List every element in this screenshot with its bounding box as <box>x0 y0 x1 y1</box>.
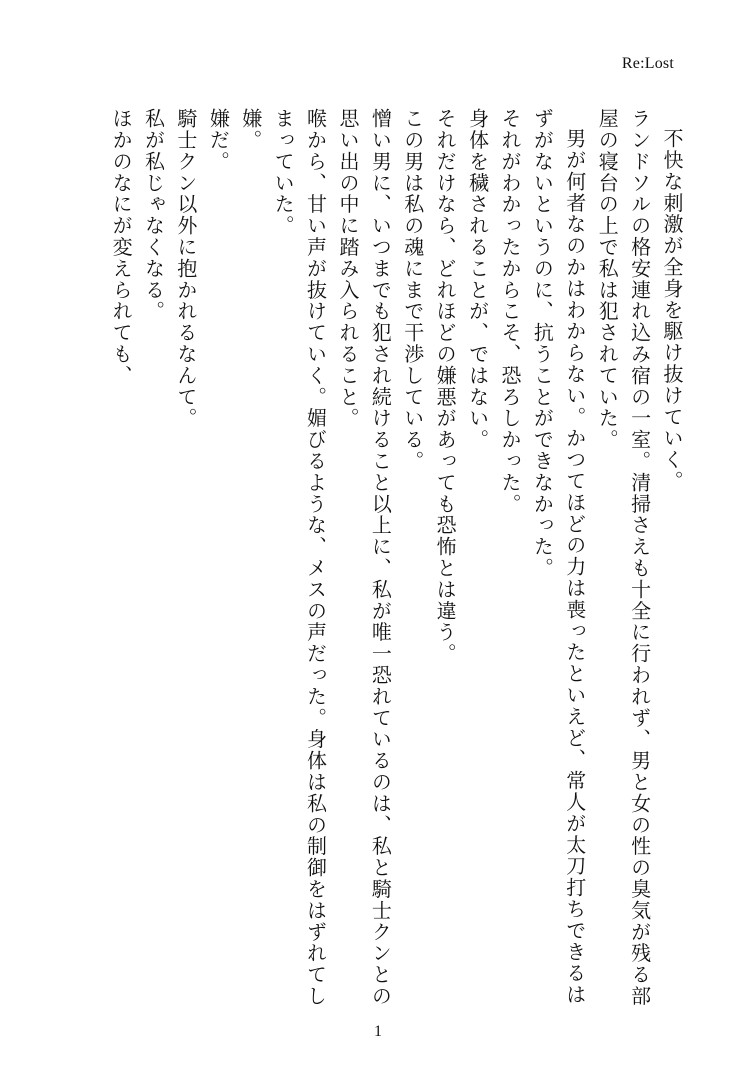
page-number: 1 <box>374 1023 382 1040</box>
paragraph: 男が何者なのかはわからない。かつてほどの力は喪ったといえど、常人が太刀打ちできるはずがないというのに、抗うことができなかった。 <box>530 108 587 1006</box>
paragraph: 私が私じゃなくなる。 <box>141 108 166 322</box>
paragraph: 喉から、甘い声が抜けていく。媚びるような、メスの声だった。身体は私の制御をはずれてしまっていた。 <box>271 108 328 1007</box>
paragraph: 不快な刺激が全身を駆け抜けていく。 <box>660 128 684 492</box>
paragraph: 嫌。 <box>238 108 263 151</box>
paragraph: 憎い男に、いつまでも犯され続けること以上に、私が唯一恐れているのは、私と騎士クンとの思い出の中に踏み入られること。 <box>335 108 393 1007</box>
paragraph: それがわかったからこそ、恐ろしかった。 <box>497 108 522 515</box>
vertical-text-body <box>108 108 688 1008</box>
paragraph: この男は私の魂にまで干渉している。 <box>400 108 425 472</box>
paragraph: ランドソルの格安連れ込み宿の一室。清掃さえも十全に行われず、男と女の性の臭気が残る部屋の寝台の上で私は犯されていた。 <box>595 108 652 1007</box>
paragraph: 嫌だ。 <box>206 108 231 173</box>
paragraph: 騎士クン以外に抱かれるなんて。 <box>173 108 198 429</box>
paragraph: それだけなら、どれほどの嫌悪があっても恐怖とは違う。 <box>433 108 458 665</box>
paragraph: 身体を穢されることが、ではない。 <box>465 108 490 451</box>
header-title: Re:Lost <box>621 55 674 72</box>
paragraph: ほかのなにが変えられても、 <box>109 108 134 387</box>
